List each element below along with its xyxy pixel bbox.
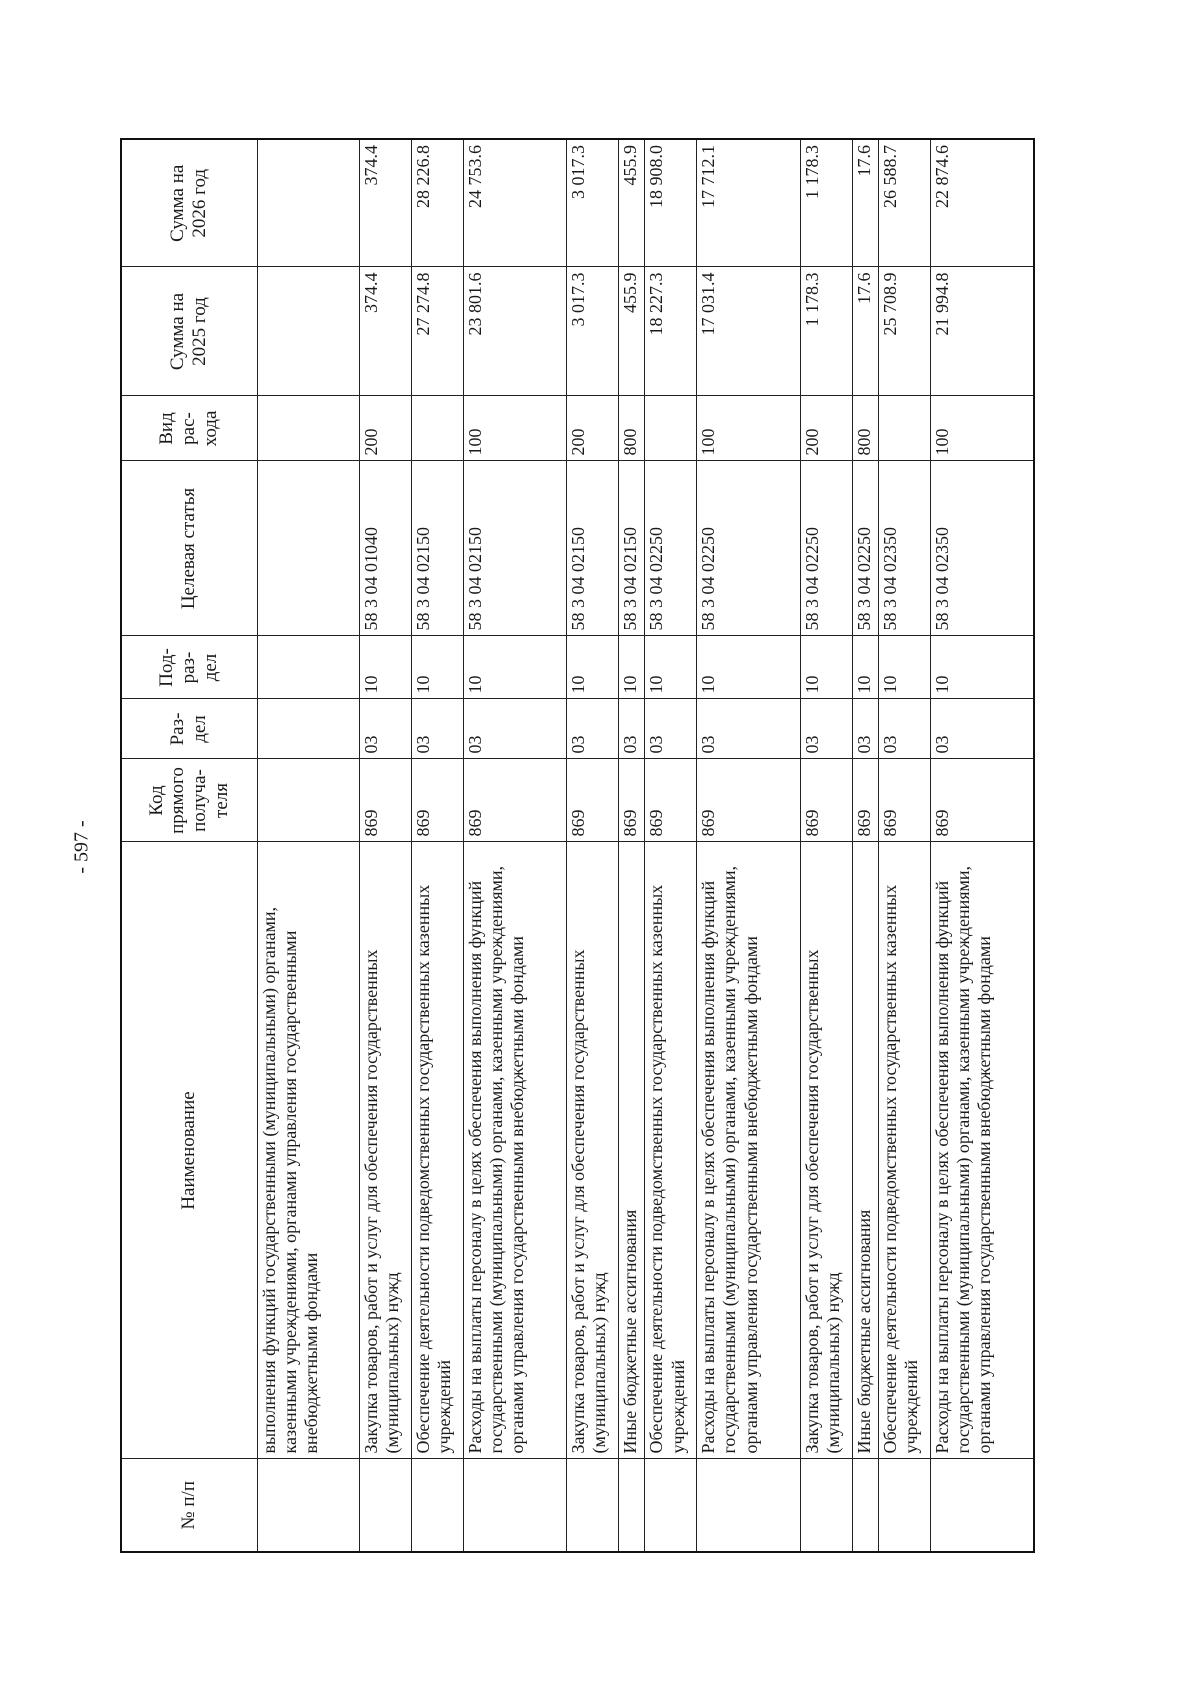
table-row	[645, 139, 697, 1552]
cell-target: 58 3 04 02350	[930, 461, 1034, 636]
cell-subsection: 10	[411, 636, 463, 699]
cell-subsection: 10	[852, 636, 878, 699]
cell-num	[800, 1459, 852, 1552]
cell-section: 03	[852, 699, 878, 759]
cell-expense-type	[645, 396, 697, 461]
cell-section	[257, 699, 360, 759]
cell-section: 03	[930, 699, 1034, 759]
cell-sum-2026: 26 588.7	[879, 139, 931, 267]
page-number: - 597 -	[70, 820, 93, 874]
cell-target	[257, 461, 360, 636]
cell-section: 03	[645, 699, 697, 759]
cell-name: Обеспечение деятельности подведомственных государственных казенных учреждений	[411, 842, 463, 1459]
cell-target: 58 3 04 02250	[852, 461, 878, 636]
cell-recipient: 869	[567, 759, 619, 842]
header-section: Раз-дел	[121, 699, 257, 759]
cell-subsection: 10	[697, 636, 801, 699]
cell-recipient: 869	[645, 759, 697, 842]
cell-subsection: 10	[463, 636, 567, 699]
cell-expense-type: 100	[930, 396, 1034, 461]
cell-recipient: 869	[360, 759, 412, 842]
table-header-row	[121, 139, 257, 1552]
cell-expense-type	[411, 396, 463, 461]
cell-name: Обеспечение деятельности подведомственных государственных казенных учреждений	[879, 842, 931, 1459]
table-row	[619, 139, 645, 1552]
table-row	[879, 139, 931, 1552]
header-expense-type: Вид рас-хода	[121, 396, 257, 461]
cell-sum-2026: 28 226.8	[411, 139, 463, 267]
cell-sum-2025	[257, 267, 360, 396]
table-row	[257, 139, 360, 1552]
cell-recipient: 869	[463, 759, 567, 842]
cell-subsection: 10	[800, 636, 852, 699]
cell-num	[619, 1459, 645, 1552]
rotated-table-container	[120, 140, 1035, 1553]
cell-num	[879, 1459, 931, 1552]
cell-target: 58 3 04 02250	[697, 461, 801, 636]
cell-sum-2025: 17.6	[852, 267, 878, 396]
header-sum-2026: Сумма на 2026 год	[121, 139, 257, 267]
cell-sum-2025: 3 017.3	[567, 267, 619, 396]
cell-expense-type	[257, 396, 360, 461]
cell-sum-2026: 22 874.6	[930, 139, 1034, 267]
cell-expense-type: 200	[567, 396, 619, 461]
cell-recipient	[257, 759, 360, 842]
cell-section: 03	[463, 699, 567, 759]
cell-subsection: 10	[645, 636, 697, 699]
cell-section: 03	[411, 699, 463, 759]
cell-name: Закупка товаров, работ и услуг для обеспечения государственных (муниципальных) нужд	[800, 842, 852, 1459]
cell-sum-2025: 27 274.8	[411, 267, 463, 396]
cell-name: Расходы на выплаты персоналу в целях обеспечения выполнения функций государственными (муниципальными) органами, казенными учреждениями, органами управления государственными внебюджетными фондами	[930, 842, 1034, 1459]
cell-expense-type: 800	[619, 396, 645, 461]
cell-subsection	[257, 636, 360, 699]
cell-subsection: 10	[360, 636, 412, 699]
cell-sum-2025: 374.4	[360, 267, 412, 396]
cell-name: Закупка товаров, работ и услуг для обеспечения государственных (муниципальных) нужд	[567, 842, 619, 1459]
cell-name: Расходы на выплаты персоналу в целях обеспечения выполнения функций государственными (муниципальными) органами, казенными учреждениями, органами управления государственными внебюджетными фондами	[697, 842, 801, 1459]
cell-name: Расходы на выплаты персоналу в целях обеспечения выполнения функций государственными (муниципальными) органами, казенными учреждениями, органами управления государственными внебюджетными фондами	[463, 842, 567, 1459]
cell-num	[257, 1459, 360, 1552]
cell-recipient: 869	[930, 759, 1034, 842]
cell-recipient: 869	[800, 759, 852, 842]
cell-expense-type: 200	[360, 396, 412, 461]
cell-num	[411, 1459, 463, 1552]
cell-num	[852, 1459, 878, 1552]
cell-recipient: 869	[619, 759, 645, 842]
cell-num	[930, 1459, 1034, 1552]
cell-target: 58 3 04 02150	[411, 461, 463, 636]
cell-name: Обеспечение деятельности подведомственных государственных казенных учреждений	[645, 842, 697, 1459]
cell-num	[645, 1459, 697, 1552]
cell-target: 58 3 04 02350	[879, 461, 931, 636]
cell-num	[463, 1459, 567, 1552]
cell-sum-2025: 25 708.9	[879, 267, 931, 396]
cell-target: 58 3 04 01040	[360, 461, 412, 636]
cell-sum-2026: 24 753.6	[463, 139, 567, 267]
table-row	[852, 139, 878, 1552]
cell-section: 03	[879, 699, 931, 759]
cell-name: выполнения функций государственными (муниципальными) органами, казенными учреждениями, органами управления государственными внебюджетными фондами	[257, 842, 360, 1459]
cell-section: 03	[360, 699, 412, 759]
cell-expense-type: 100	[463, 396, 567, 461]
cell-expense-type: 800	[852, 396, 878, 461]
cell-subsection: 10	[879, 636, 931, 699]
cell-subsection: 10	[619, 636, 645, 699]
cell-section: 03	[697, 699, 801, 759]
header-target: Целевая статья	[121, 461, 257, 636]
table-row	[930, 139, 1034, 1552]
table-row	[360, 139, 412, 1552]
cell-target: 58 3 04 02150	[619, 461, 645, 636]
cell-recipient: 869	[879, 759, 931, 842]
header-name: Наименование	[121, 842, 257, 1459]
cell-sum-2025: 455.9	[619, 267, 645, 396]
cell-expense-type: 200	[800, 396, 852, 461]
cell-expense-type: 100	[697, 396, 801, 461]
cell-sum-2025: 1 178.3	[800, 267, 852, 396]
cell-name: Закупка товаров, работ и услуг для обеспечения государственных (муниципальных) нужд	[360, 842, 412, 1459]
cell-sum-2026	[257, 139, 360, 267]
cell-recipient: 869	[852, 759, 878, 842]
table-row	[800, 139, 852, 1552]
cell-sum-2026: 1 178.3	[800, 139, 852, 267]
table-row	[463, 139, 567, 1552]
cell-sum-2026: 455.9	[619, 139, 645, 267]
budget-table	[120, 138, 1035, 1553]
cell-target: 58 3 04 02250	[800, 461, 852, 636]
cell-name: Иные бюджетные ассигнования	[852, 842, 878, 1459]
table-row	[411, 139, 463, 1552]
header-num: № п/п	[121, 1459, 257, 1552]
cell-expense-type	[879, 396, 931, 461]
header-subsection: Под-раз-дел	[121, 636, 257, 699]
cell-sum-2026: 17 712.1	[697, 139, 801, 267]
cell-sum-2026: 18 908.0	[645, 139, 697, 267]
cell-subsection: 10	[930, 636, 1034, 699]
cell-name: Иные бюджетные ассигнования	[619, 842, 645, 1459]
cell-sum-2025: 17 031.4	[697, 267, 801, 396]
header-sum-2025: Сумма на 2025 год	[121, 267, 257, 396]
table-row	[567, 139, 619, 1552]
cell-num	[360, 1459, 412, 1552]
cell-num	[567, 1459, 619, 1552]
cell-sum-2026: 3 017.3	[567, 139, 619, 267]
cell-sum-2025: 18 227.3	[645, 267, 697, 396]
header-recipient: Код прямого получа-теля	[121, 759, 257, 842]
table-body	[257, 139, 1034, 1552]
cell-section: 03	[619, 699, 645, 759]
cell-recipient: 869	[411, 759, 463, 842]
cell-target: 58 3 04 02150	[567, 461, 619, 636]
cell-subsection: 10	[567, 636, 619, 699]
cell-sum-2025: 23 801.6	[463, 267, 567, 396]
cell-section: 03	[567, 699, 619, 759]
table-row	[697, 139, 801, 1552]
cell-target: 58 3 04 02250	[645, 461, 697, 636]
cell-section: 03	[800, 699, 852, 759]
cell-recipient: 869	[697, 759, 801, 842]
cell-sum-2025: 21 994.8	[930, 267, 1034, 396]
cell-sum-2026: 17.6	[852, 139, 878, 267]
cell-sum-2026: 374.4	[360, 139, 412, 267]
cell-target: 58 3 04 02150	[463, 461, 567, 636]
cell-num	[697, 1459, 801, 1552]
